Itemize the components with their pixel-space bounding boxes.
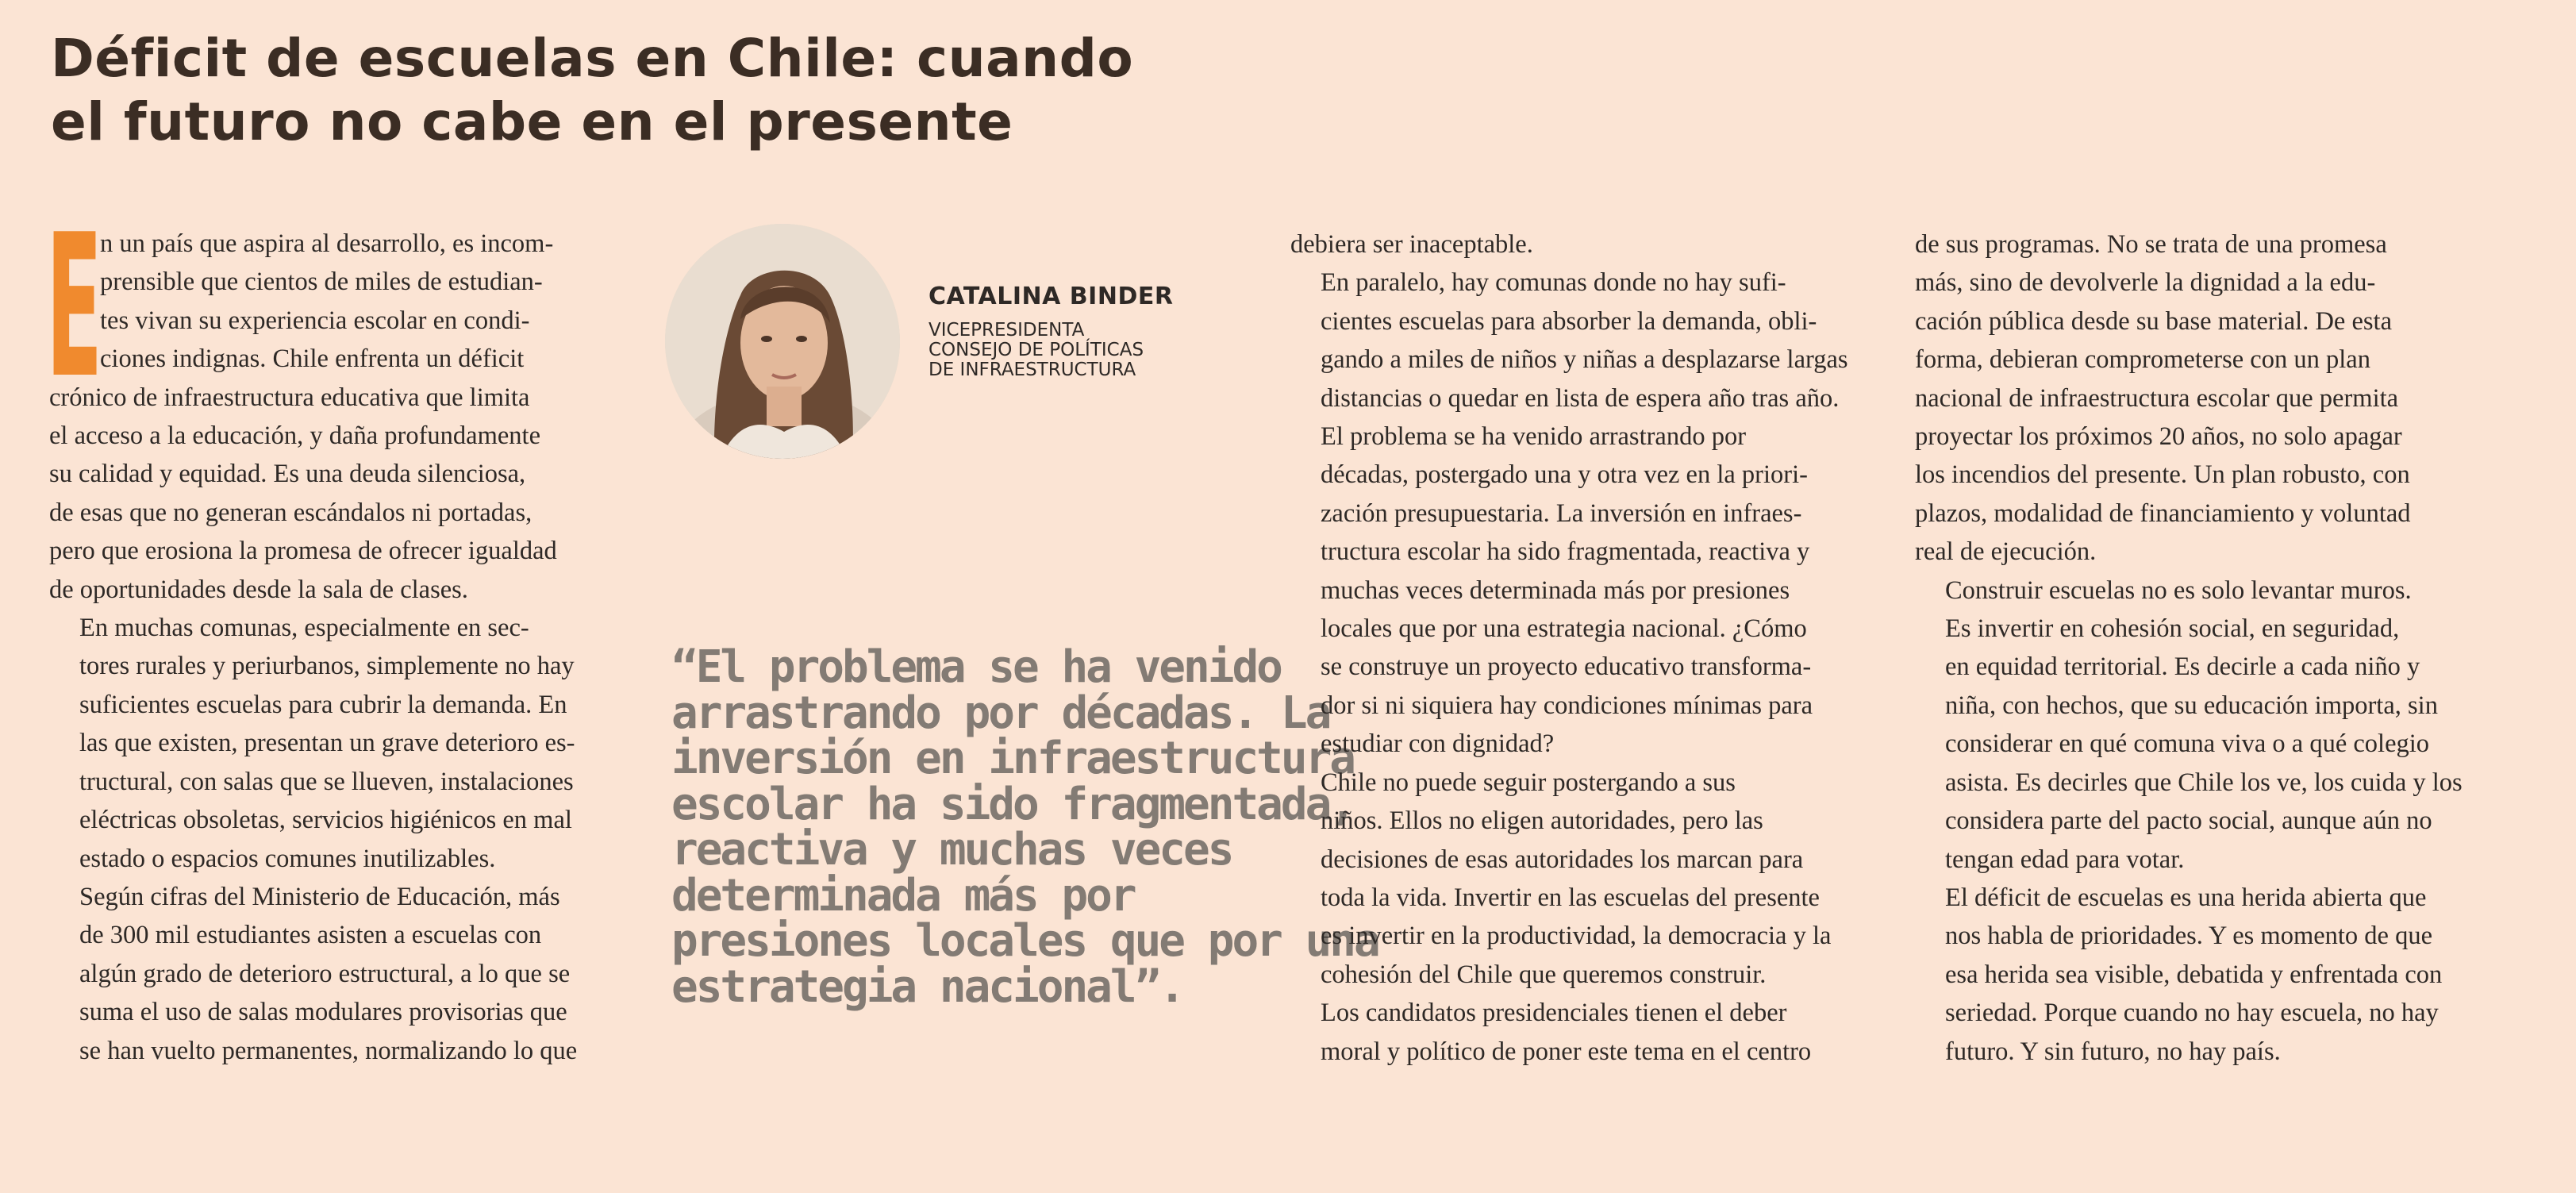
- paragraph: [1915, 571, 2486, 879]
- pull-quote-line: presiones locales que por una: [671, 915, 1378, 967]
- text-line: se construye un proyecto educativo transforma-: [1321, 652, 1812, 682]
- text-line: En paralelo, hay comunas donde no hay sufi-: [1321, 268, 1786, 298]
- text-line: es invertir en la productividad, la democracia y la: [1321, 922, 1832, 951]
- headline: [51, 27, 1162, 154]
- text-line: nacional de infraestructura escolar que permita: [1915, 383, 2399, 413]
- text-line: distancias o quedar en lista de espera año tras año.: [1321, 383, 1840, 413]
- text-line: cohesión del Chile que queremos construir.: [1321, 960, 1767, 989]
- paragraph: [1290, 764, 1862, 994]
- text-line: forma, debieran comprometerse con un plan: [1915, 345, 2370, 375]
- text-line: estudiar con dignidad?: [1321, 729, 1555, 759]
- text-line: debiera ser inaceptable.: [1290, 230, 1533, 259]
- text-line: prensible que cientos de miles de estudian-: [100, 267, 543, 297]
- text-line: tructural, con salas que se llueven, instalaciones: [79, 767, 574, 796]
- text-line: considerar en qué comuna viva o a qué colegio: [1945, 729, 2430, 759]
- author-photo-illustration: [665, 224, 900, 459]
- text-line: decisiones de esas autoridades los marcan para: [1321, 845, 1804, 874]
- pull-quote-line: estrategia nacional”.: [671, 960, 1184, 1013]
- author-role-line: VICEPRESIDENTA: [929, 320, 1085, 341]
- article-column-3: [1290, 225, 1862, 1071]
- text-line: suma el uso de salas modulares provisorias que: [79, 998, 567, 1027]
- text-line: tructura escolar ha sido fragmentada, reactiva y: [1321, 537, 1810, 567]
- paragraph: [49, 878, 629, 1070]
- headline-line: Déficit de escuelas en Chile: cuando: [51, 28, 1134, 89]
- text-line: décadas, postergado una y otra vez en la priori-: [1321, 460, 1808, 490]
- text-line: Es invertir en cohesión social, en seguridad,: [1945, 614, 2400, 644]
- text-line: Los candidatos presidenciales tienen el deber: [1321, 999, 1787, 1028]
- paragraph: [49, 609, 629, 878]
- text-line: El déficit de escuelas es una herida abierta que: [1945, 883, 2427, 912]
- text-line: pero que erosiona la promesa de ofrecer igualdad: [49, 537, 557, 566]
- text-line: más, sino de devolverle la dignidad a la edu-: [1915, 268, 2376, 298]
- text-line: de sus programas. No se trata de una promesa: [1915, 230, 2387, 259]
- text-line: dor si ni siquiera hay condiciones mínimas para: [1321, 691, 1813, 720]
- author-role-line: DE INFRAESTRUCTURA: [929, 360, 1136, 380]
- drop-cap-letter: E: [46, 193, 103, 421]
- text-line: nos habla de prioridades. Y es momento de que: [1945, 922, 2433, 951]
- text-line: de 300 mil estudiantes asisten a escuelas con: [79, 921, 542, 950]
- text-line: estado o espacios comunes inutilizables.: [79, 844, 496, 873]
- text-line: niños. Ellos no eligen autoridades, pero las: [1321, 806, 1763, 836]
- text-line: tores rurales y periurbanos, simplemente no hay: [79, 652, 575, 681]
- pull-quote-line: arrastrando por décadas. La: [671, 687, 1330, 739]
- text-line: suficientes escuelas para cubrir la demanda. En: [79, 690, 567, 719]
- text-line: su calidad y equidad. Es una deuda silenciosa,: [49, 460, 526, 489]
- text-line: toda la vida. Invertir en las escuelas del presente: [1321, 883, 1820, 912]
- pull-quote: [671, 641, 1378, 1013]
- text-line: esa herida sea visible, debatida y enfrentada con: [1945, 960, 2443, 989]
- headline-line: el futuro no cabe en el presente: [51, 91, 1013, 152]
- text-line: los incendios del presente. Un plan robusto, con: [1915, 460, 2410, 490]
- article-column-1: [46, 193, 629, 1070]
- text-line: en equidad territorial. Es decirle a cada niño y: [1945, 652, 2420, 682]
- pull-quote-line: reactiva y muchas veces: [671, 824, 1232, 876]
- pull-quote-line: determinada más por: [671, 869, 1135, 922]
- text-line: de oportunidades desde la sala de clases.: [49, 575, 468, 604]
- text-line: n un país que aspira al desarrollo, es incom-: [100, 229, 554, 258]
- paragraph: [1290, 418, 1862, 764]
- text-line: proyectar los próximos 20 años, no solo apagar: [1915, 422, 2402, 452]
- text-line: futuro. Y sin futuro, no hay país.: [1945, 1037, 2281, 1066]
- text-line: considera parte del pacto social, aunque aún no: [1945, 806, 2432, 836]
- text-line: gando a miles de niños y niñas a desplazarse largas: [1321, 345, 1848, 375]
- text-line: algún grado de deterioro estructural, a lo que se: [79, 959, 571, 988]
- text-line: El problema se ha venido arrastrando por: [1321, 422, 1747, 452]
- author-role: [929, 321, 1144, 380]
- text-line: asista. Es decirles que Chile los ve, los cuida y los: [1945, 768, 2463, 797]
- text-line: locales que por una estrategia nacional. ¿Cómo: [1321, 614, 1807, 644]
- text-line: zación presupuestaria. La inversión en infraes-: [1321, 498, 1802, 528]
- text-line: Según cifras del Ministerio de Educación, más: [79, 882, 560, 911]
- text-line: Chile no puede seguir postergando a sus: [1321, 768, 1736, 797]
- pull-quote-line: inversión en infraestructura: [671, 733, 1355, 784]
- paragraph: [1915, 879, 2486, 1071]
- text-line: tes vivan su experiencia escolar en condi-: [100, 306, 530, 335]
- text-line: moral y político de poner este tema en el centro: [1321, 1037, 1812, 1066]
- text-line: plazos, modalidad de financiamiento y voluntad: [1915, 498, 2411, 528]
- text-line: de esas que no generan escándalos ni portadas,: [49, 498, 533, 527]
- text-line: ciones indignas. Chile enfrenta un déficit: [100, 344, 525, 374]
- paragraph: [1290, 994, 1862, 1071]
- text-line: se han vuelto permanentes, normalizando lo que: [79, 1036, 578, 1065]
- text-line: niña, con hechos, que su educación importa, sin: [1945, 691, 2438, 720]
- author-portrait: [665, 224, 900, 459]
- text-line: crónico de infraestructura educativa que limita: [49, 383, 530, 412]
- text-line: las que existen, presentan un grave deterioro es-: [79, 729, 575, 758]
- drop-cap: [46, 193, 103, 421]
- text-line: tengan edad para votar.: [1945, 845, 2185, 874]
- text-line: cientes escuelas para absorber la demanda, obli-: [1321, 306, 1817, 336]
- pull-quote-line: escolar ha sido fragmentada,: [671, 778, 1355, 830]
- text-line: seriedad. Porque cuando no hay escuela, no hay: [1945, 999, 2439, 1028]
- paragraph: [49, 225, 629, 609]
- text-line: cación pública desde su base material. De esta: [1915, 306, 2392, 336]
- paragraph: [1915, 225, 2486, 571]
- text-line: En muchas comunas, especialmente en sec-: [79, 614, 529, 643]
- author-role-line: CONSEJO DE POLÍTICAS: [929, 340, 1144, 360]
- text-line: Construir escuelas no es solo levantar muros.: [1945, 575, 2412, 605]
- author-name: CATALINA BINDER: [929, 283, 1174, 310]
- paragraph: [1290, 264, 1862, 418]
- text-line: real de ejecución.: [1915, 537, 2097, 567]
- text-line: muchas veces determinada más por presiones: [1321, 575, 1790, 605]
- article-column-4: [1915, 225, 2486, 1071]
- text-line: eléctricas obsoletas, servicios higiénicos en mal: [79, 806, 572, 835]
- pull-quote-line: “El problema se ha venido: [671, 641, 1281, 693]
- text-line: el acceso a la educación, y daña profundamente: [49, 421, 540, 451]
- paragraph: [1290, 225, 1862, 264]
